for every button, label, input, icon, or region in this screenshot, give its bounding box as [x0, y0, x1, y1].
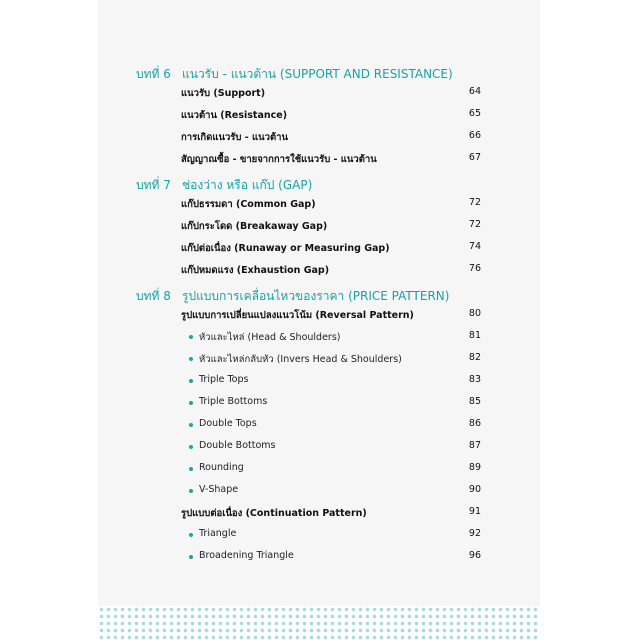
toc-page-number: 80: [468, 308, 481, 319]
chapter-number: บทที่ 8: [136, 289, 171, 303]
toc-page-number: 92: [468, 528, 481, 539]
toc-page-number: 67: [468, 152, 481, 163]
toc-subentry[interactable]: [189, 484, 481, 500]
toc-subentry[interactable]: [189, 352, 481, 368]
toc-entry-label: Triple Tops: [199, 374, 249, 385]
toc-entry-label: แก๊ปต่อเนื่อง (Runaway or Measuring Gap): [181, 243, 390, 254]
bullet-icon: [189, 489, 193, 493]
toc-entry-label: Triangle: [199, 528, 237, 539]
toc-page-number: 82: [468, 352, 481, 363]
bullet-icon: [189, 379, 193, 383]
toc-page-number: 66: [468, 130, 481, 141]
toc-subentry[interactable]: [189, 396, 481, 412]
toc-page-number: 89: [468, 462, 481, 473]
toc-page-number: 74: [468, 241, 481, 252]
toc-page-number: 96: [468, 550, 481, 561]
bullet-icon: [189, 357, 193, 361]
toc-entry-label: แก๊ปกระโดด (Breakaway Gap): [181, 221, 328, 232]
toc-entry[interactable]: [181, 86, 481, 102]
toc-page-number: 83: [468, 374, 481, 385]
toc-page-number: 72: [468, 197, 481, 208]
bullet-icon: [189, 533, 193, 537]
toc-page-number: 64: [468, 86, 481, 97]
toc-page-number: 90: [468, 484, 481, 495]
bullet-icon: [189, 401, 193, 405]
toc-page-number: 91: [468, 506, 481, 517]
toc-page-number: 87: [468, 440, 481, 451]
bullet-icon: [189, 555, 193, 559]
toc-subentry[interactable]: [189, 550, 481, 566]
toc-page-number: 81: [468, 330, 481, 341]
toc-entry[interactable]: [181, 506, 481, 522]
toc-entry-label: V-Shape: [199, 484, 239, 495]
toc-entry-label: Triple Bottoms: [199, 396, 268, 407]
toc-entry[interactable]: [181, 197, 481, 213]
toc-entry[interactable]: [181, 108, 481, 124]
toc-entry-label: แนวรับ (Support): [181, 88, 266, 99]
toc-entry-label: แนวต้าน (Resistance): [181, 110, 288, 121]
bullet-icon: [189, 423, 193, 427]
toc-entry-label: Rounding: [199, 462, 244, 473]
toc-entry[interactable]: [181, 241, 481, 257]
bullet-icon: [189, 335, 193, 339]
toc-entry-label: Double Tops: [199, 418, 257, 429]
toc-entry[interactable]: [181, 219, 481, 235]
toc-entry-label: รูปแบบการเปลี่ยนแปลงแนวโน้ม (Reversal Pattern): [181, 310, 414, 321]
chapter-heading-8: [136, 287, 536, 305]
toc-subentry[interactable]: [189, 330, 481, 346]
toc-page-number: 76: [468, 263, 481, 274]
bullet-icon: [189, 445, 193, 449]
toc-subentry[interactable]: [189, 528, 481, 544]
chapter-title: รูปแบบการเคลื่อนไหวของราคา (PRICE PATTERN): [182, 289, 450, 303]
toc-page-number: 65: [468, 108, 481, 119]
chapter-title: แนวรับ - แนวต้าน (SUPPORT AND RESISTANCE): [182, 67, 453, 81]
toc-page-number: 85: [468, 396, 481, 407]
chapter-heading-7: [136, 176, 536, 194]
bullet-icon: [189, 467, 193, 471]
toc-subentry[interactable]: [189, 462, 481, 478]
toc-entry[interactable]: [181, 263, 481, 279]
toc-entry-label: หัวและไหล่กลับหัว (Invers Head & Shoulders): [199, 354, 402, 365]
toc-entry[interactable]: [181, 152, 481, 168]
toc-entry[interactable]: [181, 130, 481, 146]
toc-subentry[interactable]: [189, 418, 481, 434]
toc-page-number: 72: [468, 219, 481, 230]
toc-entry-label: หัวและไหล่ (Head & Shoulders): [199, 332, 341, 343]
toc-entry-label: สัญญาณซื้อ - ขายจากการใช้แนวรับ - แนวต้าน: [181, 154, 377, 165]
toc-entry-label: การเกิดแนวรับ - แนวต้าน: [181, 132, 288, 143]
chapter-number: บทที่ 7: [136, 178, 171, 192]
toc-entry-label: Broadening Triangle: [199, 550, 294, 561]
chapter-number: บทที่ 6: [136, 67, 171, 81]
toc-entry-label: Double Bottoms: [199, 440, 276, 451]
chapter-title: ช่องว่าง หรือ แก๊ป (GAP): [182, 178, 313, 192]
toc-subentry[interactable]: [189, 374, 481, 390]
toc-page-number: 86: [468, 418, 481, 429]
toc-entry[interactable]: [181, 308, 481, 324]
toc-entry-label: รูปแบบต่อเนื่อง (Continuation Pattern): [181, 508, 367, 519]
decorative-dot-pattern-bottom: [98, 606, 540, 640]
toc-entry-label: แก๊ปหมดแรง (Exhaustion Gap): [181, 265, 330, 276]
toc-subentry[interactable]: [189, 440, 481, 456]
chapter-heading-6: [136, 65, 536, 83]
toc-entry-label: แก๊ปธรรมดา (Common Gap): [181, 199, 316, 210]
